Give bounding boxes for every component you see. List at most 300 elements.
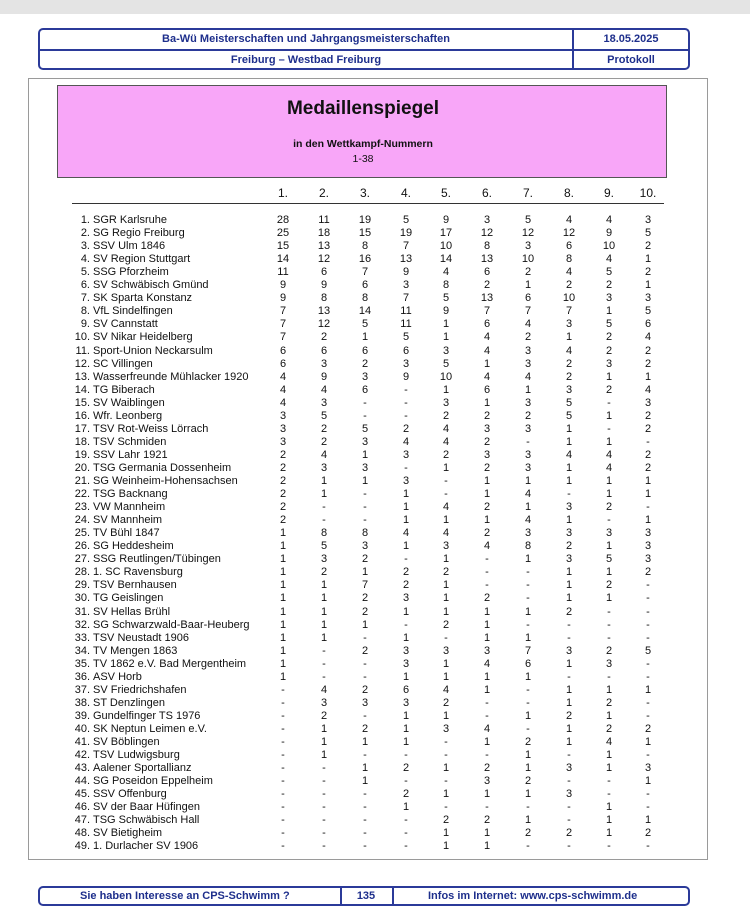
medal-count-cell: 7	[565, 305, 573, 318]
medal-count-cell: 1	[644, 814, 652, 827]
medal-count-cell: 1	[524, 279, 532, 292]
medal-count-cell: 8	[524, 540, 532, 553]
medal-count-cell: -	[607, 775, 611, 788]
medal-count-cell: 3	[565, 762, 573, 775]
medal-count-cell: 3	[402, 644, 410, 657]
medal-count-cell: 2	[644, 240, 652, 253]
medal-count-cell: 1	[442, 592, 450, 605]
medal-count-cell: 4	[483, 540, 491, 553]
medal-count-cell: 16	[358, 253, 372, 266]
medal-count-cell: 1	[483, 396, 491, 409]
medal-count-cell: 2	[605, 644, 613, 657]
medal-count-cell: -	[322, 501, 326, 514]
club-name-cell: SSV Offenburg	[93, 788, 167, 801]
club-name-cell: SV der Baar Hüfingen	[93, 801, 201, 814]
medal-count-cell: 15	[358, 227, 372, 240]
medal-count-cell: 3	[483, 422, 491, 435]
medal-count-cell: 2	[279, 475, 287, 487]
medal-count-cell: 3	[320, 396, 328, 409]
medal-count-cell: 11	[400, 318, 412, 331]
medal-count-cell: -	[281, 775, 285, 788]
medal-count-cell: 1	[605, 540, 613, 553]
medal-count-cell: -	[322, 762, 326, 775]
medal-count-cell: 4	[279, 383, 287, 396]
medal-count-cell: 3	[361, 696, 369, 709]
medal-count-cell: 1	[320, 618, 328, 631]
medal-count-cell: 3	[361, 461, 369, 474]
medal-count-cell: 5	[402, 214, 410, 226]
table-row	[0, 606, 750, 619]
medal-count-cell: 1	[442, 788, 450, 801]
medal-count-cell: 3	[524, 344, 532, 357]
medal-count-cell: -	[485, 749, 489, 762]
medal-count-cell: -	[646, 840, 650, 853]
medal-count-cell: -	[281, 749, 285, 762]
medal-count-cell: 3	[483, 214, 491, 226]
medal-count-cell: -	[526, 435, 530, 448]
club-name-cell: SV Hellas Brühl	[93, 605, 171, 618]
column-header: 6.	[481, 186, 492, 200]
table-row	[0, 240, 750, 253]
medal-count-cell: 1	[565, 461, 573, 474]
medal-count-cell: -	[404, 553, 408, 566]
medal-count-cell: 4	[483, 370, 491, 383]
event-venue: Freiburg – Westbad Freiburg	[230, 54, 382, 66]
medal-count-cell: -	[526, 840, 530, 853]
medal-table-title-box	[57, 85, 667, 178]
medal-count-cell: 1	[279, 592, 287, 605]
medal-count-cell: 1	[442, 579, 450, 592]
medal-count-cell: -	[363, 827, 367, 840]
medal-count-cell: -	[607, 514, 611, 527]
rank-cell: 1.	[80, 214, 90, 226]
medal-count-cell: 9	[320, 279, 328, 292]
rank-cell: 33.	[74, 631, 90, 644]
medal-count-cell: -	[363, 801, 367, 814]
medal-count-cell: 2	[644, 448, 652, 461]
medal-count-cell: 1	[524, 709, 532, 722]
table-row	[0, 384, 750, 397]
rank-cell: 16.	[74, 409, 90, 422]
medal-count-cell: -	[404, 383, 408, 396]
medal-count-cell: 1	[320, 579, 328, 592]
club-name-cell: 1. SC Ravensburg	[93, 566, 183, 579]
medal-count-cell: 1	[279, 566, 287, 579]
medal-count-cell: 2	[483, 461, 491, 474]
event-number-range: 1-38	[352, 153, 374, 165]
medal-count-cell: 1	[483, 736, 491, 748]
club-name-cell: SV Cannstatt	[93, 318, 158, 331]
medal-count-cell: -	[444, 488, 448, 501]
rank-cell: 14.	[74, 383, 90, 396]
medal-count-cell: 4	[483, 657, 491, 670]
club-name-cell: SV Waiblingen	[93, 396, 165, 409]
rank-cell: 9.	[80, 318, 90, 331]
medal-count-cell: 6	[565, 240, 573, 253]
medal-count-cell: 17	[439, 227, 453, 240]
medal-count-cell: 2	[442, 814, 450, 827]
medal-count-cell: 4	[483, 344, 491, 357]
medal-count-cell: 6	[402, 683, 410, 696]
medal-count-cell: -	[607, 840, 611, 853]
medal-count-cell: 4	[565, 448, 573, 461]
medal-count-cell: -	[567, 840, 571, 853]
club-name-cell: SV Bietigheim	[93, 827, 163, 840]
medal-count-cell: -	[526, 801, 530, 814]
medal-count-cell: -	[363, 670, 367, 683]
medal-count-cell: 7	[279, 305, 287, 318]
medal-count-cell: 2	[644, 722, 652, 735]
page-subtitle: in den Wettkampf-Nummern	[293, 138, 433, 150]
medal-count-cell: 1	[361, 775, 369, 788]
medal-count-cell: 13	[480, 253, 494, 266]
medal-count-cell: 3	[565, 318, 573, 331]
medal-count-cell: 2	[483, 762, 491, 775]
medal-count-cell: 2	[605, 279, 613, 292]
table-row	[0, 619, 750, 632]
medal-count-cell: 12	[317, 318, 331, 331]
medal-count-cell: -	[607, 631, 611, 644]
rank-cell: 47.	[74, 814, 90, 827]
medal-count-cell: 2	[320, 566, 328, 579]
table-row	[0, 553, 750, 566]
medal-count-cell: 2	[605, 383, 613, 396]
medal-count-cell: 1	[320, 722, 328, 735]
medal-count-cell: 3	[320, 357, 328, 370]
medal-count-cell: -	[444, 749, 448, 762]
medal-count-cell: 3	[279, 435, 287, 448]
medal-count-cell: -	[646, 788, 650, 801]
medal-count-cell: 4	[279, 396, 287, 409]
medal-count-cell: 5	[565, 409, 573, 422]
medal-count-cell: 1	[524, 501, 532, 514]
medal-count-cell: 3	[402, 657, 410, 670]
medal-count-cell: 1	[442, 670, 450, 683]
table-row	[0, 436, 750, 449]
medal-count-cell: 1	[565, 579, 573, 592]
medal-count-cell: -	[646, 631, 650, 644]
club-name-cell: TSG Germania Dossenheim	[93, 461, 232, 474]
medal-count-cell: 2	[605, 344, 613, 357]
medal-count-cell: 2	[565, 279, 573, 292]
table-row	[0, 214, 750, 227]
table-row	[0, 579, 750, 592]
medal-count-cell: 7	[279, 318, 287, 331]
table-row	[0, 814, 750, 827]
rank-cell: 21.	[74, 475, 90, 487]
medal-count-cell: 1	[279, 553, 287, 566]
club-name-cell: Wasserfreunde Mühlacker 1920	[93, 370, 249, 383]
rank-cell: 3.	[80, 240, 90, 253]
medal-count-cell: 1	[565, 736, 573, 748]
medal-count-cell: 13	[480, 292, 494, 305]
medal-count-cell: 2	[361, 357, 369, 370]
rank-cell: 15.	[74, 396, 90, 409]
medal-count-cell: 2	[565, 357, 573, 370]
medal-count-cell: 1	[565, 475, 573, 487]
club-name-cell: TSV Rot-Weiss Lörrach	[93, 422, 209, 435]
medal-count-cell: 8	[483, 240, 491, 253]
medal-count-cell: 2	[361, 553, 369, 566]
medal-count-cell: 1	[402, 540, 410, 553]
medal-count-cell: 14	[439, 253, 453, 266]
medal-count-cell: 3	[402, 279, 410, 292]
medal-count-cell: 1	[524, 788, 532, 801]
medal-count-cell: 3	[320, 553, 328, 566]
medal-count-cell: -	[281, 722, 285, 735]
medal-count-cell: 5	[605, 318, 613, 331]
medal-count-cell: 1	[565, 592, 573, 605]
medal-count-cell: 2	[320, 422, 328, 435]
medal-count-cell: 2	[279, 501, 287, 514]
medal-count-cell: 4	[524, 488, 532, 501]
table-row	[0, 658, 750, 671]
medal-count-cell: 2	[442, 618, 450, 631]
medal-count-cell: -	[404, 409, 408, 422]
club-name-cell: Sport-Union Neckarsulm	[93, 344, 213, 357]
table-row	[0, 762, 750, 775]
club-name-cell: SV Friedrichshafen	[93, 683, 187, 696]
club-name-cell: SV Böblingen	[93, 736, 160, 748]
header-rule	[72, 203, 664, 204]
column-header: 3.	[359, 186, 370, 200]
medal-count-cell: 25	[276, 227, 290, 240]
club-name-cell: 1. Durlacher SV 1906	[93, 840, 199, 853]
medal-count-cell: 1	[320, 592, 328, 605]
medal-count-cell: 2	[565, 709, 573, 722]
medal-count-cell: 1	[565, 566, 573, 579]
medal-count-cell: 1	[320, 736, 328, 748]
table-row	[0, 566, 750, 579]
rank-cell: 37.	[74, 683, 90, 696]
medal-count-cell: 2	[483, 409, 491, 422]
medal-count-cell: 2	[361, 644, 369, 657]
medal-count-cell: -	[322, 801, 326, 814]
club-name-cell: ASV Horb	[93, 670, 142, 683]
medal-count-cell: 1	[605, 801, 613, 814]
medal-count-cell: 1	[402, 514, 410, 527]
medal-count-cell: 1	[320, 605, 328, 618]
medal-count-cell: 1	[644, 475, 652, 487]
club-name-cell: SSG Pforzheim	[93, 266, 169, 279]
medal-count-cell: 1	[483, 840, 491, 853]
medal-count-cell: -	[404, 840, 408, 853]
club-name-cell: SK Sparta Konstanz	[93, 292, 193, 305]
rank-cell: 44.	[74, 775, 90, 788]
medal-count-cell: 3	[402, 696, 410, 709]
medal-count-cell: 2	[524, 409, 532, 422]
medal-count-cell: 9	[442, 214, 450, 226]
medal-count-cell: 1	[361, 618, 369, 631]
medal-count-cell: 1	[279, 605, 287, 618]
medal-count-cell: 1	[279, 579, 287, 592]
medal-count-cell: 1	[279, 631, 287, 644]
medal-count-cell: 2	[320, 331, 328, 344]
medal-count-cell: 1	[605, 488, 613, 501]
medal-count-cell: 1	[605, 370, 613, 383]
medal-count-cell: -	[526, 579, 530, 592]
medal-count-cell: 1	[442, 514, 450, 527]
medal-count-cell: 9	[279, 292, 287, 305]
medal-count-cell: -	[363, 788, 367, 801]
medal-count-cell: 4	[644, 383, 652, 396]
club-name-cell: TG Biberach	[93, 383, 155, 396]
medal-count-cell: 3	[565, 788, 573, 801]
table-row	[0, 331, 750, 344]
medal-count-cell: -	[526, 566, 530, 579]
medal-count-cell: 6	[644, 318, 652, 331]
medal-count-cell: 1	[524, 553, 532, 566]
medal-count-cell: 3	[361, 370, 369, 383]
medal-count-cell: 4	[605, 253, 613, 266]
medal-count-cell: -	[322, 514, 326, 527]
table-row	[0, 527, 750, 540]
medal-count-cell: -	[281, 814, 285, 827]
medal-count-cell: -	[322, 814, 326, 827]
medal-count-cell: 11	[318, 214, 330, 226]
medal-count-cell: 1	[565, 683, 573, 696]
medal-count-cell: -	[363, 657, 367, 670]
medal-count-cell: 3	[320, 461, 328, 474]
medal-count-cell: 6	[483, 383, 491, 396]
event-title: Ba-Wü Meisterschaften und Jahrgangsmeisterschaften	[162, 33, 450, 45]
club-name-cell: SK Neptun Leimen e.V.	[93, 722, 207, 735]
medal-count-cell: 1	[565, 514, 573, 527]
medal-count-cell: 1	[402, 801, 410, 814]
table-row	[0, 801, 750, 814]
medal-count-cell: 1	[644, 683, 652, 696]
medal-count-cell: 3	[524, 357, 532, 370]
medal-count-cell: 8	[361, 292, 369, 305]
table-row	[0, 279, 750, 292]
medal-count-cell: 4	[442, 266, 450, 279]
medal-count-cell: 1	[483, 475, 491, 487]
medal-count-cell: 2	[402, 579, 410, 592]
medal-count-cell: 1	[442, 709, 450, 722]
footer-divider	[392, 888, 394, 904]
medal-count-cell: 1	[605, 475, 613, 487]
medal-count-cell: 4	[565, 344, 573, 357]
medal-count-cell: 4	[524, 370, 532, 383]
club-name-cell: SV Nikar Heidelberg	[93, 331, 193, 344]
medal-count-cell: 1	[402, 605, 410, 618]
medal-count-cell: 1	[524, 762, 532, 775]
club-name-cell: SC Villingen	[93, 357, 153, 370]
medal-count-cell: 3	[524, 240, 532, 253]
medal-count-cell: 2	[644, 827, 652, 840]
medal-count-cell: 2	[402, 566, 410, 579]
medal-count-cell: -	[363, 396, 367, 409]
medal-count-cell: 1	[320, 631, 328, 644]
club-name-cell: SG Heddesheim	[93, 540, 174, 553]
medal-count-cell: 1	[644, 279, 652, 292]
rank-cell: 24.	[74, 514, 90, 527]
medal-count-cell: 7	[524, 644, 532, 657]
club-name-cell: TV 1862 e.V. Bad Mergentheim	[93, 657, 247, 670]
medal-count-cell: 2	[361, 605, 369, 618]
medal-count-cell: 6	[483, 318, 491, 331]
club-name-cell: SSV Ulm 1846	[93, 240, 166, 253]
medal-count-cell: 4	[402, 435, 410, 448]
medal-count-cell: 3	[402, 448, 410, 461]
medal-count-cell: -	[646, 749, 650, 762]
rank-cell: 42.	[74, 749, 90, 762]
medal-count-cell: 4	[644, 331, 652, 344]
medal-count-cell: 8	[361, 240, 369, 253]
medal-count-cell: 1	[279, 670, 287, 683]
medal-count-cell: -	[607, 788, 611, 801]
medal-count-cell: 4	[402, 527, 410, 540]
rank-cell: 11.	[75, 344, 90, 357]
medal-count-cell: 3	[644, 292, 652, 305]
medal-count-cell: -	[322, 788, 326, 801]
medal-count-cell: 3	[279, 422, 287, 435]
medal-count-cell: 9	[442, 305, 450, 318]
rank-cell: 6.	[80, 279, 90, 292]
rank-cell: 29.	[74, 579, 90, 592]
medal-count-cell: 3	[644, 553, 652, 566]
club-name-cell: ST Denzlingen	[93, 696, 165, 709]
medal-count-cell: 1	[402, 670, 410, 683]
club-name-cell: SV Region Stuttgart	[93, 253, 191, 266]
medal-count-cell: 3	[524, 448, 532, 461]
medal-count-cell: 1	[644, 488, 652, 501]
medal-count-cell: 6	[361, 279, 369, 292]
medal-count-cell: -	[646, 657, 650, 670]
medal-count-cell: -	[646, 618, 650, 631]
medal-count-cell: 3	[644, 762, 652, 775]
club-name-cell: SGR Karlsruhe	[93, 214, 167, 226]
medal-count-cell: 1	[361, 736, 369, 748]
medal-count-cell: 1	[483, 605, 491, 618]
medal-count-cell: -	[567, 775, 571, 788]
medal-count-cell: 3	[483, 644, 491, 657]
medal-count-cell: 28	[276, 214, 290, 226]
medal-count-cell: -	[281, 840, 285, 853]
medal-count-cell: 2	[279, 514, 287, 527]
medal-count-cell: -	[567, 631, 571, 644]
rank-cell: 38.	[74, 696, 90, 709]
medal-count-cell: 2	[565, 827, 573, 840]
medal-count-cell: 2	[605, 501, 613, 514]
medal-count-cell: -	[404, 461, 408, 474]
rank-cell: 4.	[80, 253, 90, 266]
medal-count-cell: 1	[483, 827, 491, 840]
medal-count-cell: 1	[402, 736, 410, 748]
medal-count-cell: 1	[483, 488, 491, 501]
medal-count-cell: 5	[361, 422, 369, 435]
rank-cell: 25.	[74, 527, 90, 540]
medal-count-cell: 6	[279, 344, 287, 357]
club-name-cell: SV Schwäbisch Gmünd	[93, 279, 209, 292]
medal-count-cell: -	[607, 422, 611, 435]
table-row	[0, 697, 750, 710]
medal-count-cell: -	[526, 683, 530, 696]
medal-count-cell: 1	[279, 527, 287, 540]
medal-count-cell: -	[322, 840, 326, 853]
medal-count-cell: -	[281, 788, 285, 801]
table-row	[0, 462, 750, 475]
club-name-cell: VW Mannheim	[93, 501, 166, 514]
medal-count-cell: 1	[605, 749, 613, 762]
medal-count-cell: 1	[565, 657, 573, 670]
medal-count-cell: 2	[565, 605, 573, 618]
medal-count-cell: -	[322, 670, 326, 683]
page-title: Medaillenspiegel	[286, 98, 440, 119]
medal-count-cell: -	[526, 722, 530, 735]
table-row	[0, 671, 750, 684]
column-header: 4.	[400, 186, 411, 200]
